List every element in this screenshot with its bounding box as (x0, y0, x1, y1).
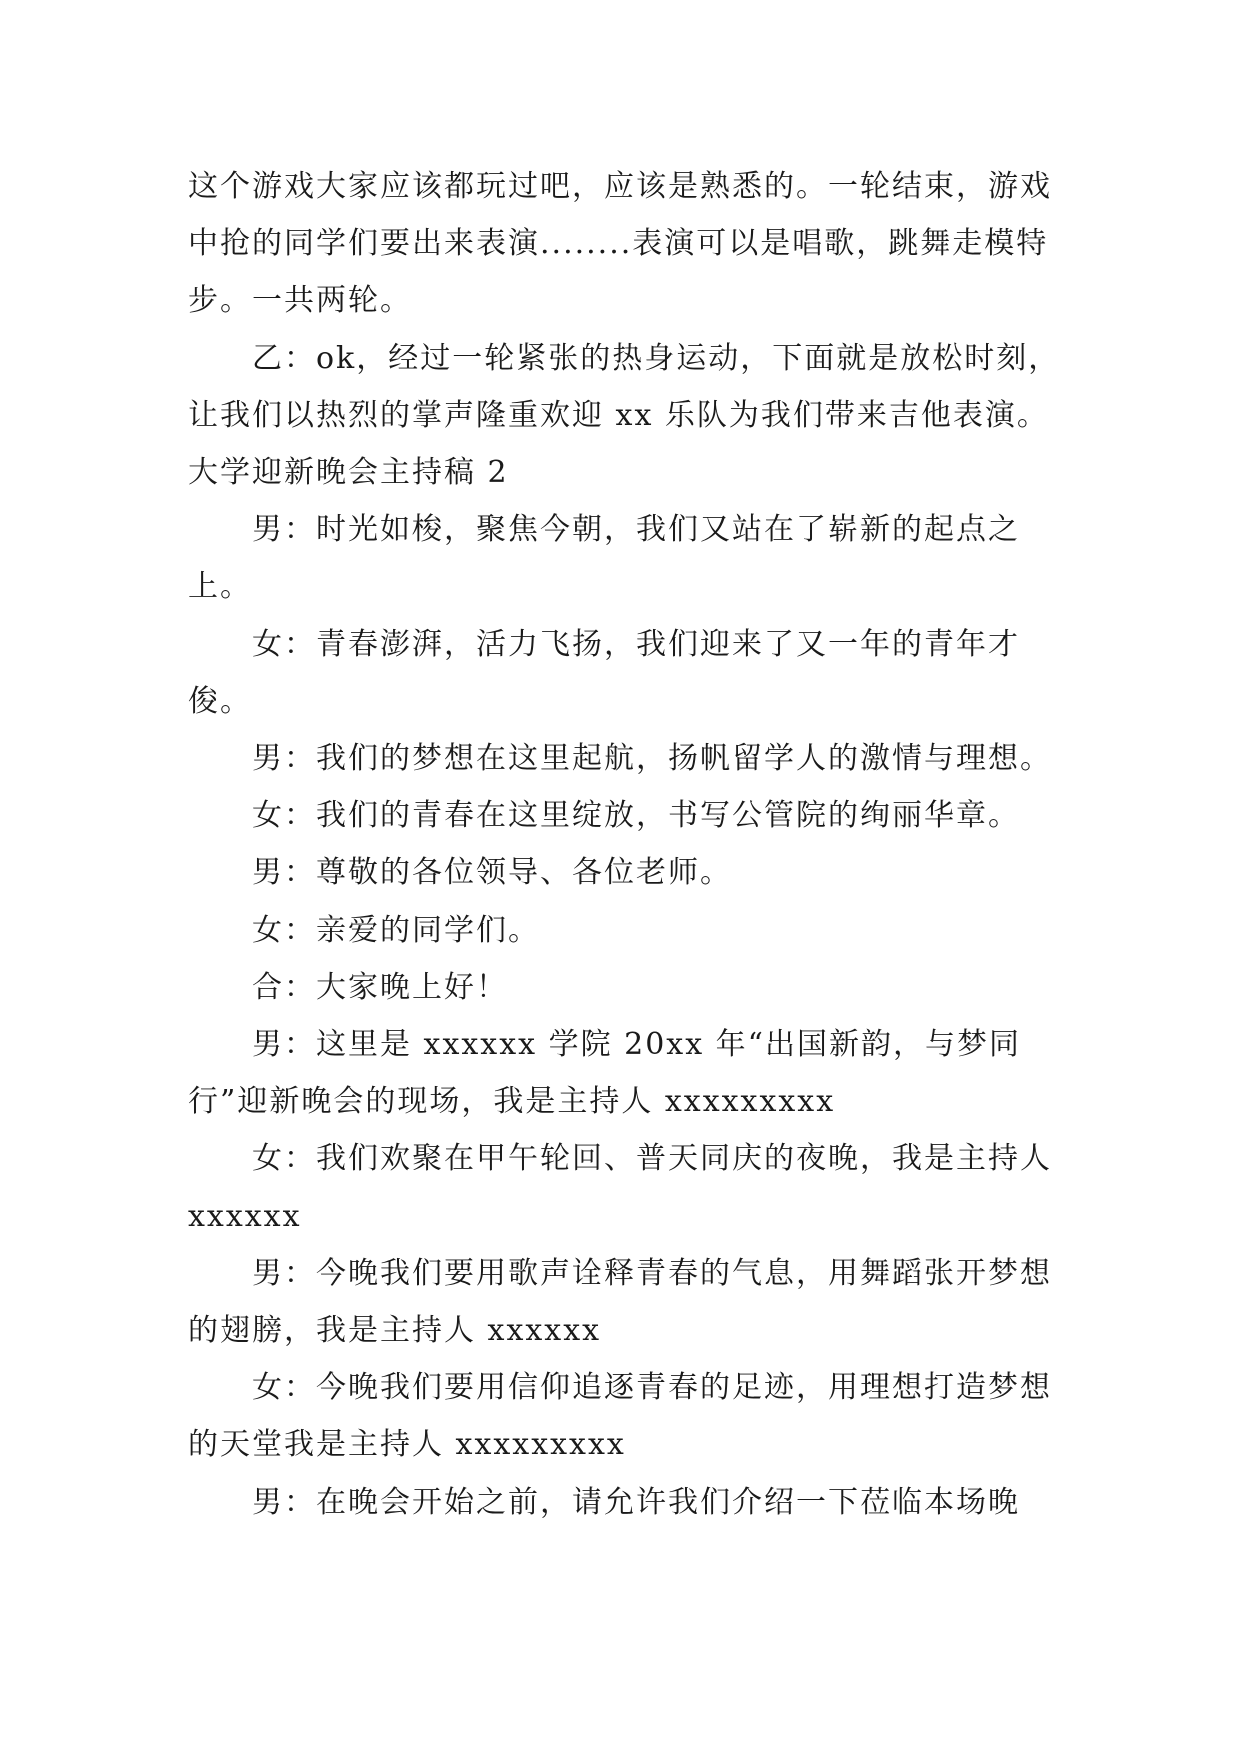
section-heading: 大学迎新晚会主持稿 2 (188, 455, 509, 491)
paragraph: 女：今晚我们要用信仰追逐青春的足迹，用理想打造梦想的天堂我是主持人 xxxxxxxxx (188, 1370, 1052, 1463)
paragraph: 男：我们的梦想在这里起航，扬帆留学人的激情与理想。 (252, 741, 1052, 777)
document-body (188, 158, 1068, 1531)
paragraph: 男：时光如梭，聚焦今朝，我们又站在了崭新的起点之上。 (188, 512, 1020, 605)
paragraph: 乙：ok，经过一轮紧张的热身运动，下面就是放松时刻，让我们以热烈的掌声隆重欢迎 xx 乐队为我们带来吉他表演。 (188, 340, 1061, 433)
paragraph: 男：这里是 xxxxxx 学院 20xx 年“出国新韵，与梦同行”迎新晚会的现场，我是主持人 xxxxxxxxx (188, 1027, 1022, 1120)
paragraph: 女：亲爱的同学们。 (252, 912, 540, 948)
paragraph: 男：在晚会开始之前，请允许我们介绍一下莅临本场晚 (252, 1484, 1020, 1520)
paragraph: 女：我们欢聚在甲午轮回、普天同庆的夜晚，我是主持人 xxxxxx (188, 1141, 1064, 1234)
paragraph: 男：今晚我们要用歌声诠释青春的气息，用舞蹈张开梦想的翅膀，我是主持人 xxxxxx (188, 1255, 1052, 1349)
paragraph: 女：青春澎湃，活力飞扬，我们迎来了又一年的青年才俊。 (188, 626, 1020, 719)
paragraph: 合：大家晚上好！ (252, 969, 508, 1005)
paragraph: 这个游戏大家应该都玩过吧，应该是熟悉的。一轮结束，游戏中抢的同学们要出来表演........表演可以是唱歌，跳舞走模特步。一共两轮。 (188, 169, 1052, 319)
paragraph: 男：尊敬的各位领导、各位老师。 (252, 855, 732, 891)
paragraph: 女：我们的青春在这里绽放，书写公管院的绚丽华章。 (252, 798, 1020, 834)
